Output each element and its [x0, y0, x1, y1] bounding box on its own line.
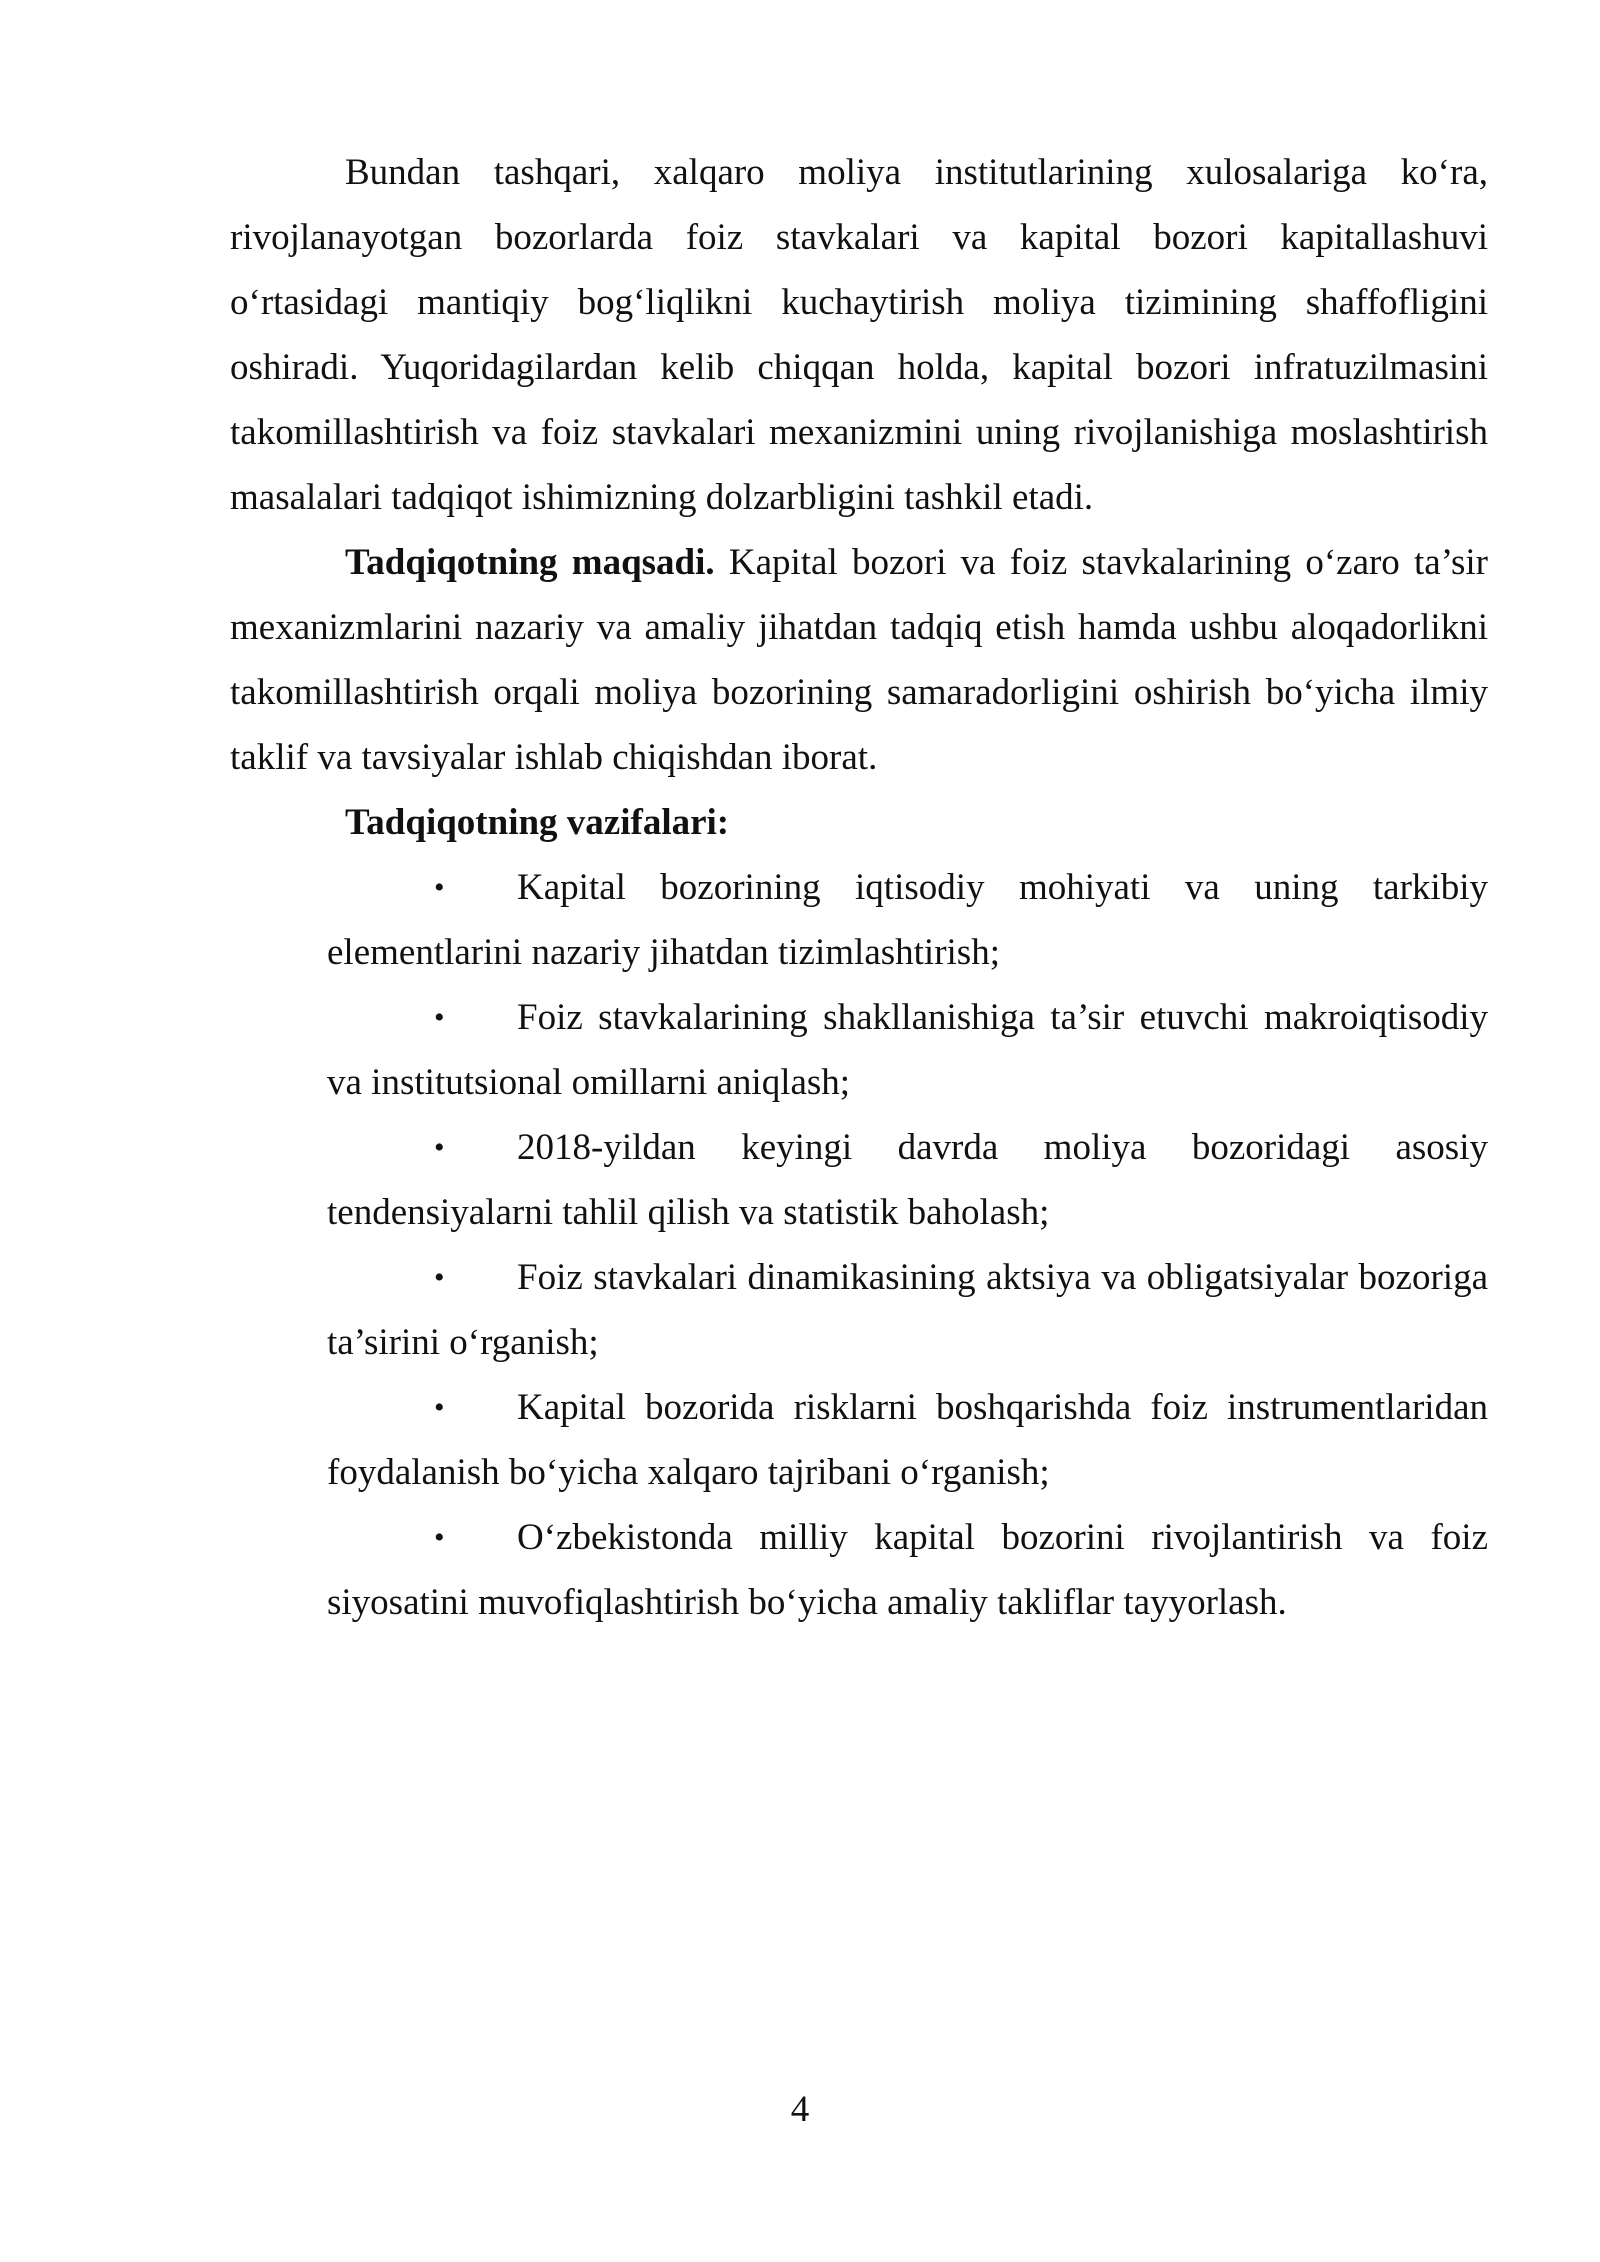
page-number: 4 [790, 2089, 810, 2130]
list-item-text: Kapital bozorining iqtisodiy mohiyati va uning tarkibiy elementlarini nazariy jihatdan tizimlashtirish; [327, 867, 1488, 973]
list-item-text: Foiz stavkalarining shakllanishiga ta’sir etuvchi makroiqtisodiy va institutsional omillarni aniqlash; [327, 997, 1488, 1103]
intro-paragraph: Bundan tashqari, xalqaro moliya institutlarining xulosalariga ko‘ra, rivojlanayotgan bozorlarda foiz stavkalari va kapital bozori kapitallashuvi o‘rtasidagi mantiqiy bog‘liqlikni kuchaytirish moliya tizimining shaffofligini oshiradi. Yuqoridagilardan kelib chiqqan holda, kapital bozori infratuzilmasini takomillashtirish va foiz stavkalari mexanizmini uning rivojlanishiga moslashtirish masalalari tadqiqot ishimizning dolzarbligini tashkil etadi. [230, 152, 1488, 518]
document-page [230, 140, 1488, 1635]
goal-label: Tadqiqotning maqsadi. [345, 542, 715, 583]
list-item [327, 1505, 1488, 1635]
list-item-text: O‘zbekistonda milliy kapital bozorini rivojlantirish va foiz siyosatini muvofiqlashtirish bo‘yicha amaliy takliflar tayyorlash. [327, 1517, 1488, 1623]
list-item [327, 1245, 1488, 1375]
list-item-text: Kapital bozorida risklarni boshqarishda foiz instrumentlaridan foydalanish bo‘yicha xalqaro tajribani o‘rganish; [327, 1387, 1488, 1493]
tasks-list [230, 855, 1488, 1635]
list-item [327, 1375, 1488, 1505]
bullet-icon: • [434, 1261, 445, 1294]
list-item [327, 985, 1488, 1115]
bullet-icon: • [434, 871, 445, 904]
bullet-icon: • [434, 1131, 445, 1164]
goal-text: Kapital bozori va foiz stavkalarining o‘zaro ta’sir mexanizmlarini nazariy va amaliy jihatdan tadqiq etish hamda ushbu aloqadorlikni takomillashtirish orqali moliya bozorining samaradorligini oshirish bo‘yicha ilmiy taklif va tavsiyalar ishlab chiqishdan iborat. [230, 542, 1488, 778]
bullet-icon: • [434, 1391, 445, 1424]
list-item-text: 2018-yildan keyingi davrda moliya bozoridagi asosiy tendensiyalarni tahlil qilish va statistik baholash; [327, 1127, 1488, 1233]
list-item-text: Foiz stavkalari dinamikasining aktsiya va obligatsiyalar bozoriga ta’sirini o‘rganish; [327, 1257, 1488, 1363]
bullet-icon: • [434, 1001, 445, 1034]
list-item [327, 1115, 1488, 1245]
bullet-icon: • [434, 1521, 445, 1554]
goal-paragraph [230, 530, 1488, 790]
tasks-heading: Tadqiqotning vazifalari: [345, 802, 730, 843]
list-item [327, 855, 1488, 985]
